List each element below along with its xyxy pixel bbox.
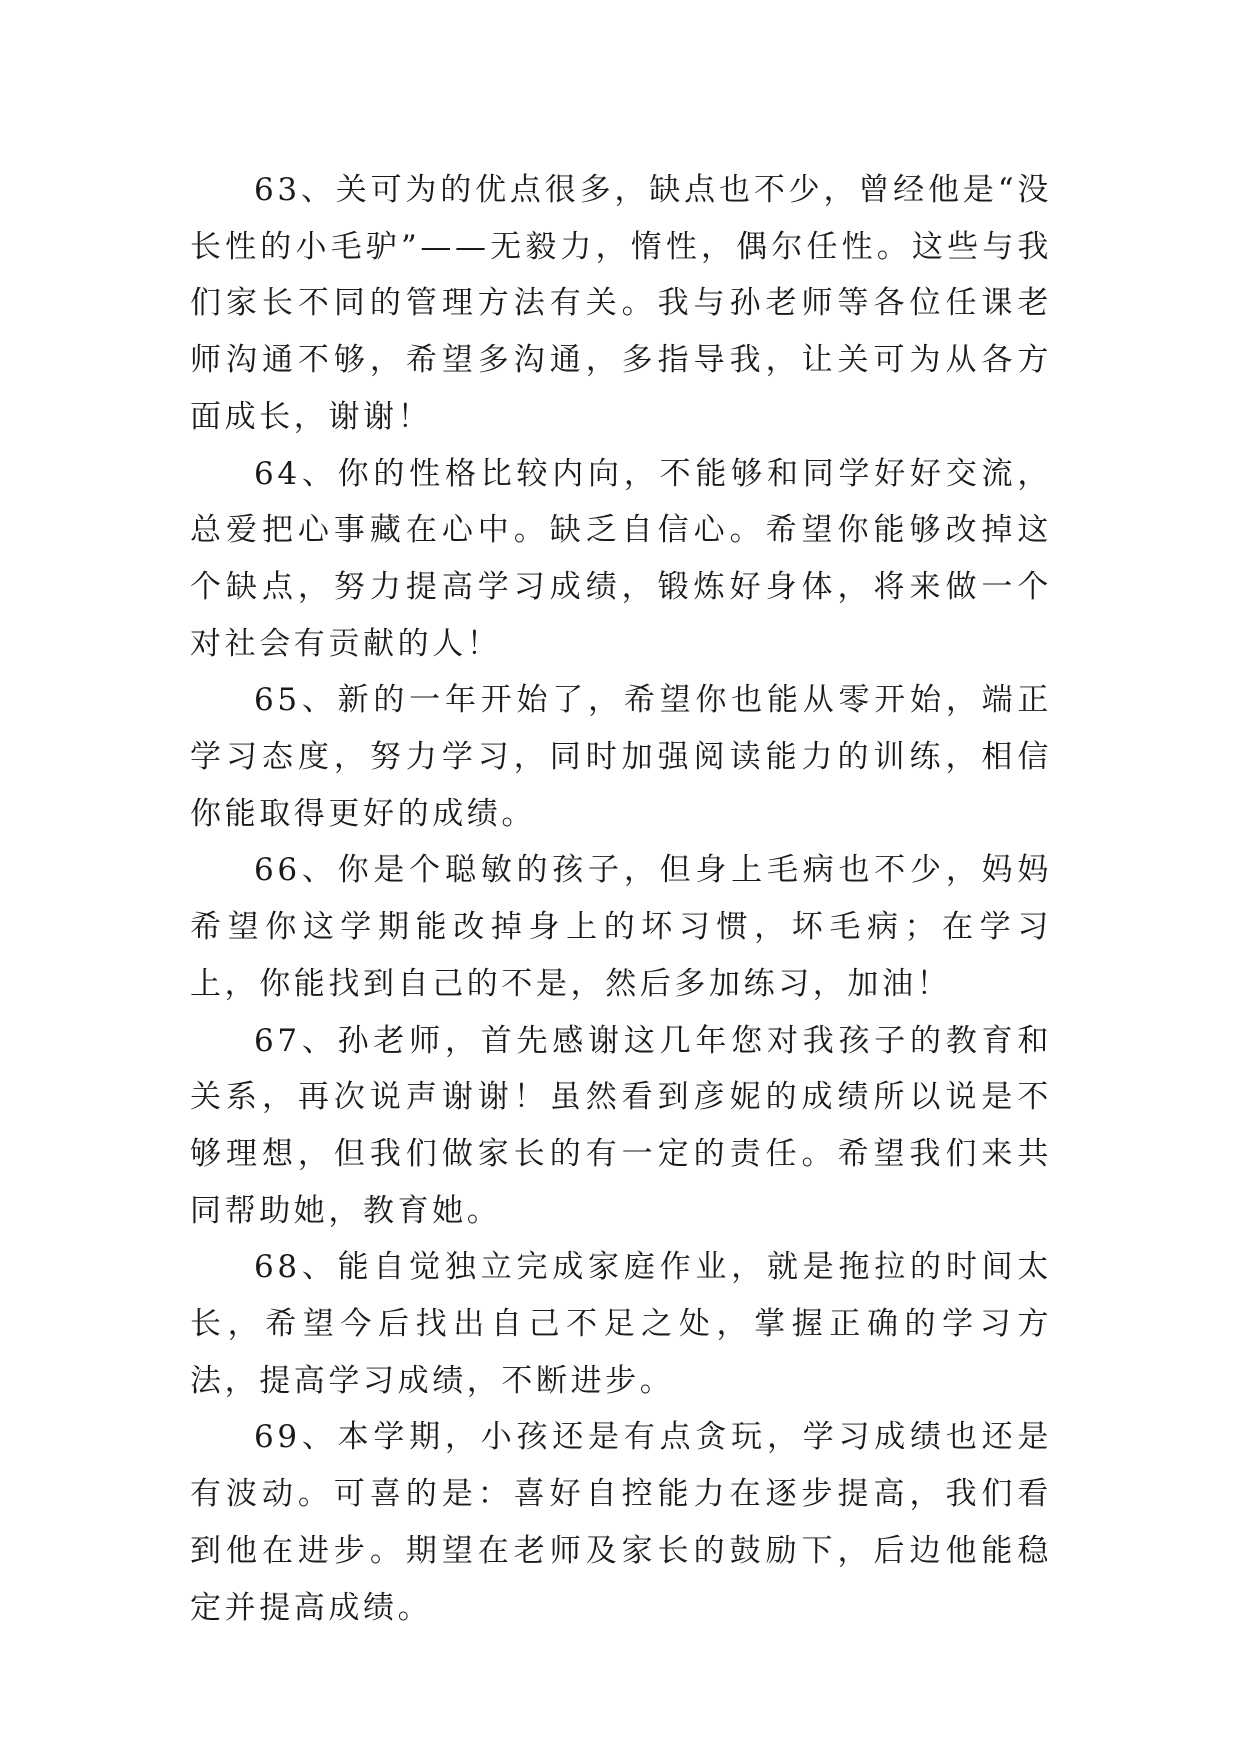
paragraph-64: 64、你的性格比较内向，不能够和同学好好交流，总爱把心事藏在心中。缺乏自信心。希望你能够改掉这个缺点，努力提高学习成绩，锻炼好身体，将来做一个对社会有贡献的人！ bbox=[190, 455, 1052, 662]
paragraph-69: 69、本学期，小孩还是有点贪玩，学习成绩也还是有波动。可喜的是：喜好自控能力在逐步提高，我们看到他在进步。期望在老师及家长的鼓励下，后边他能稳定并提高成绩。 bbox=[190, 1419, 1052, 1626]
paragraph-63: 63、关可为的优点很多，缺点也不少，曾经他是“没长性的小毛驴”——无毅力，惰性，偶尔任性。这些与我们家长不同的管理方法有关。我与孙老师等各位任课老师沟通不够，希望多沟通，多指导我，让关可为从各方面成长，谢谢！ bbox=[190, 172, 1052, 435]
paragraph-68: 68、能自觉独立完成家庭作业，就是拖拉的时间太长，希望今后找出自己不足之处，掌握正确的学习方法，提高学习成绩，不断进步。 bbox=[190, 1249, 1052, 1399]
paragraph-65: 65、新的一年开始了，希望你也能从零开始，端正学习态度，努力学习，同时加强阅读能力的训练，相信你能取得更好的成绩。 bbox=[190, 682, 1052, 832]
document-body bbox=[190, 162, 1052, 1636]
paragraph-67: 67、孙老师，首先感谢这几年您对我孩子的教育和关系，再次说声谢谢！虽然看到彦妮的成绩所以说是不够理想，但我们做家长的有一定的责任。希望我们来共同帮助她，教育她。 bbox=[190, 1022, 1052, 1229]
paragraph-66: 66、你是个聪敏的孩子，但身上毛病也不少，妈妈希望你这学期能改掉身上的坏习惯，坏毛病；在学习上，你能找到自己的不是，然后多加练习，加油！ bbox=[190, 852, 1052, 1002]
